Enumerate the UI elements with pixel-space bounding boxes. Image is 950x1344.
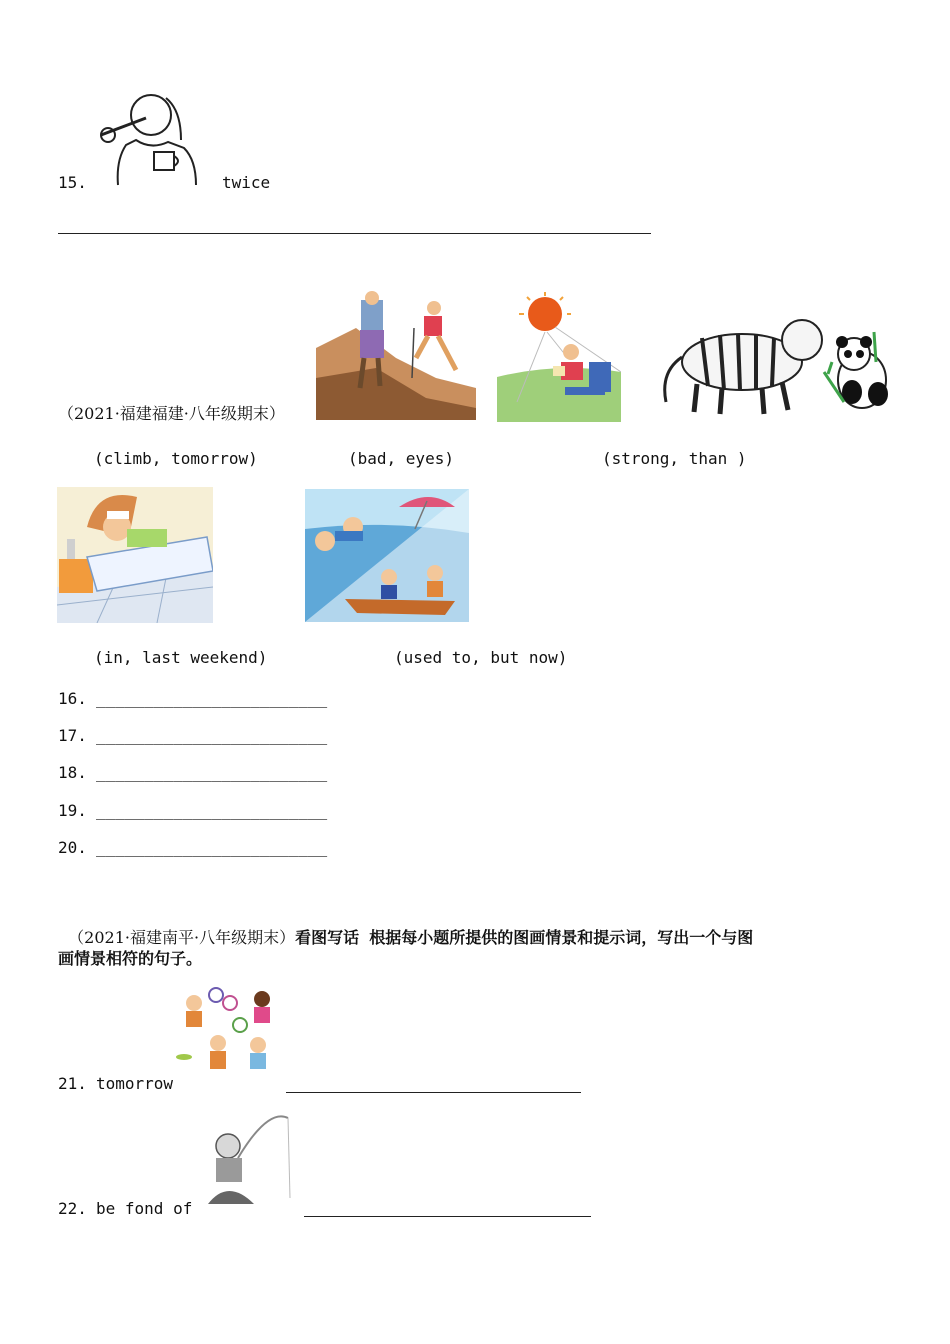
hint-strong-than: (strong, than ) (602, 449, 747, 468)
section-1-source: （2021·福建福建·八年级期末） (58, 404, 285, 423)
children-playing-tennis-image (172, 985, 284, 1089)
question-22-hint: be fond of (96, 1199, 193, 1218)
question-22-number: 22. (58, 1199, 87, 1218)
boy-fishing-image (198, 1108, 298, 1212)
swimming-and-boating-image (305, 489, 469, 622)
answer-20-number: 20. (58, 838, 87, 857)
climbing-mountain-image (316, 288, 476, 420)
section-2-source: （2021·福建南平·八年级期末） (68, 928, 296, 947)
answer-18-number: 18. (58, 763, 87, 782)
answer-16-number: 16. (58, 689, 87, 708)
answer-19-number: 19. (58, 801, 87, 820)
section-2-instruction-line-2: 画情景相符的句子。 (58, 949, 203, 968)
answer-17-blank[interactable]: ________________________ (96, 726, 328, 745)
answer-17-number: 17. (58, 726, 87, 745)
question-21-answer-line[interactable] (286, 1092, 581, 1093)
question-21-hint: tomorrow (96, 1074, 174, 1093)
question-21-number: 21. (58, 1074, 87, 1093)
hint-used-to-but-now: (used to, but now) (394, 648, 568, 667)
reading-in-sun-image (497, 292, 621, 422)
answer-16-blank[interactable]: ________________________ (96, 689, 328, 708)
hint-climb-tomorrow: (climb, tomorrow) (94, 449, 258, 468)
sick-in-bed-image (57, 487, 213, 623)
tiger-and-panda-image (652, 302, 892, 420)
section-2-instruction-line-1: 根据每小题所提供的图画情景和提示词，写出一个与图 (369, 928, 754, 947)
section-2-title: 看图写话 (295, 928, 360, 947)
hint-bad-eyes: (bad, eyes) (348, 449, 454, 468)
answer-18-blank[interactable]: ________________________ (96, 763, 328, 782)
question-22-answer-line[interactable] (304, 1216, 591, 1217)
question-15-hint: twice (222, 173, 271, 192)
answer-20-blank[interactable]: ________________________ (96, 838, 328, 857)
answer-19-blank[interactable]: ________________________ (96, 801, 328, 820)
question-15-number: 15. (58, 173, 87, 192)
brushing-teeth-image (96, 90, 210, 190)
hint-in-last-weekend: (in, last weekend) (94, 648, 268, 667)
question-15-answer-line[interactable] (58, 233, 651, 234)
section-2-heading (58, 914, 753, 946)
